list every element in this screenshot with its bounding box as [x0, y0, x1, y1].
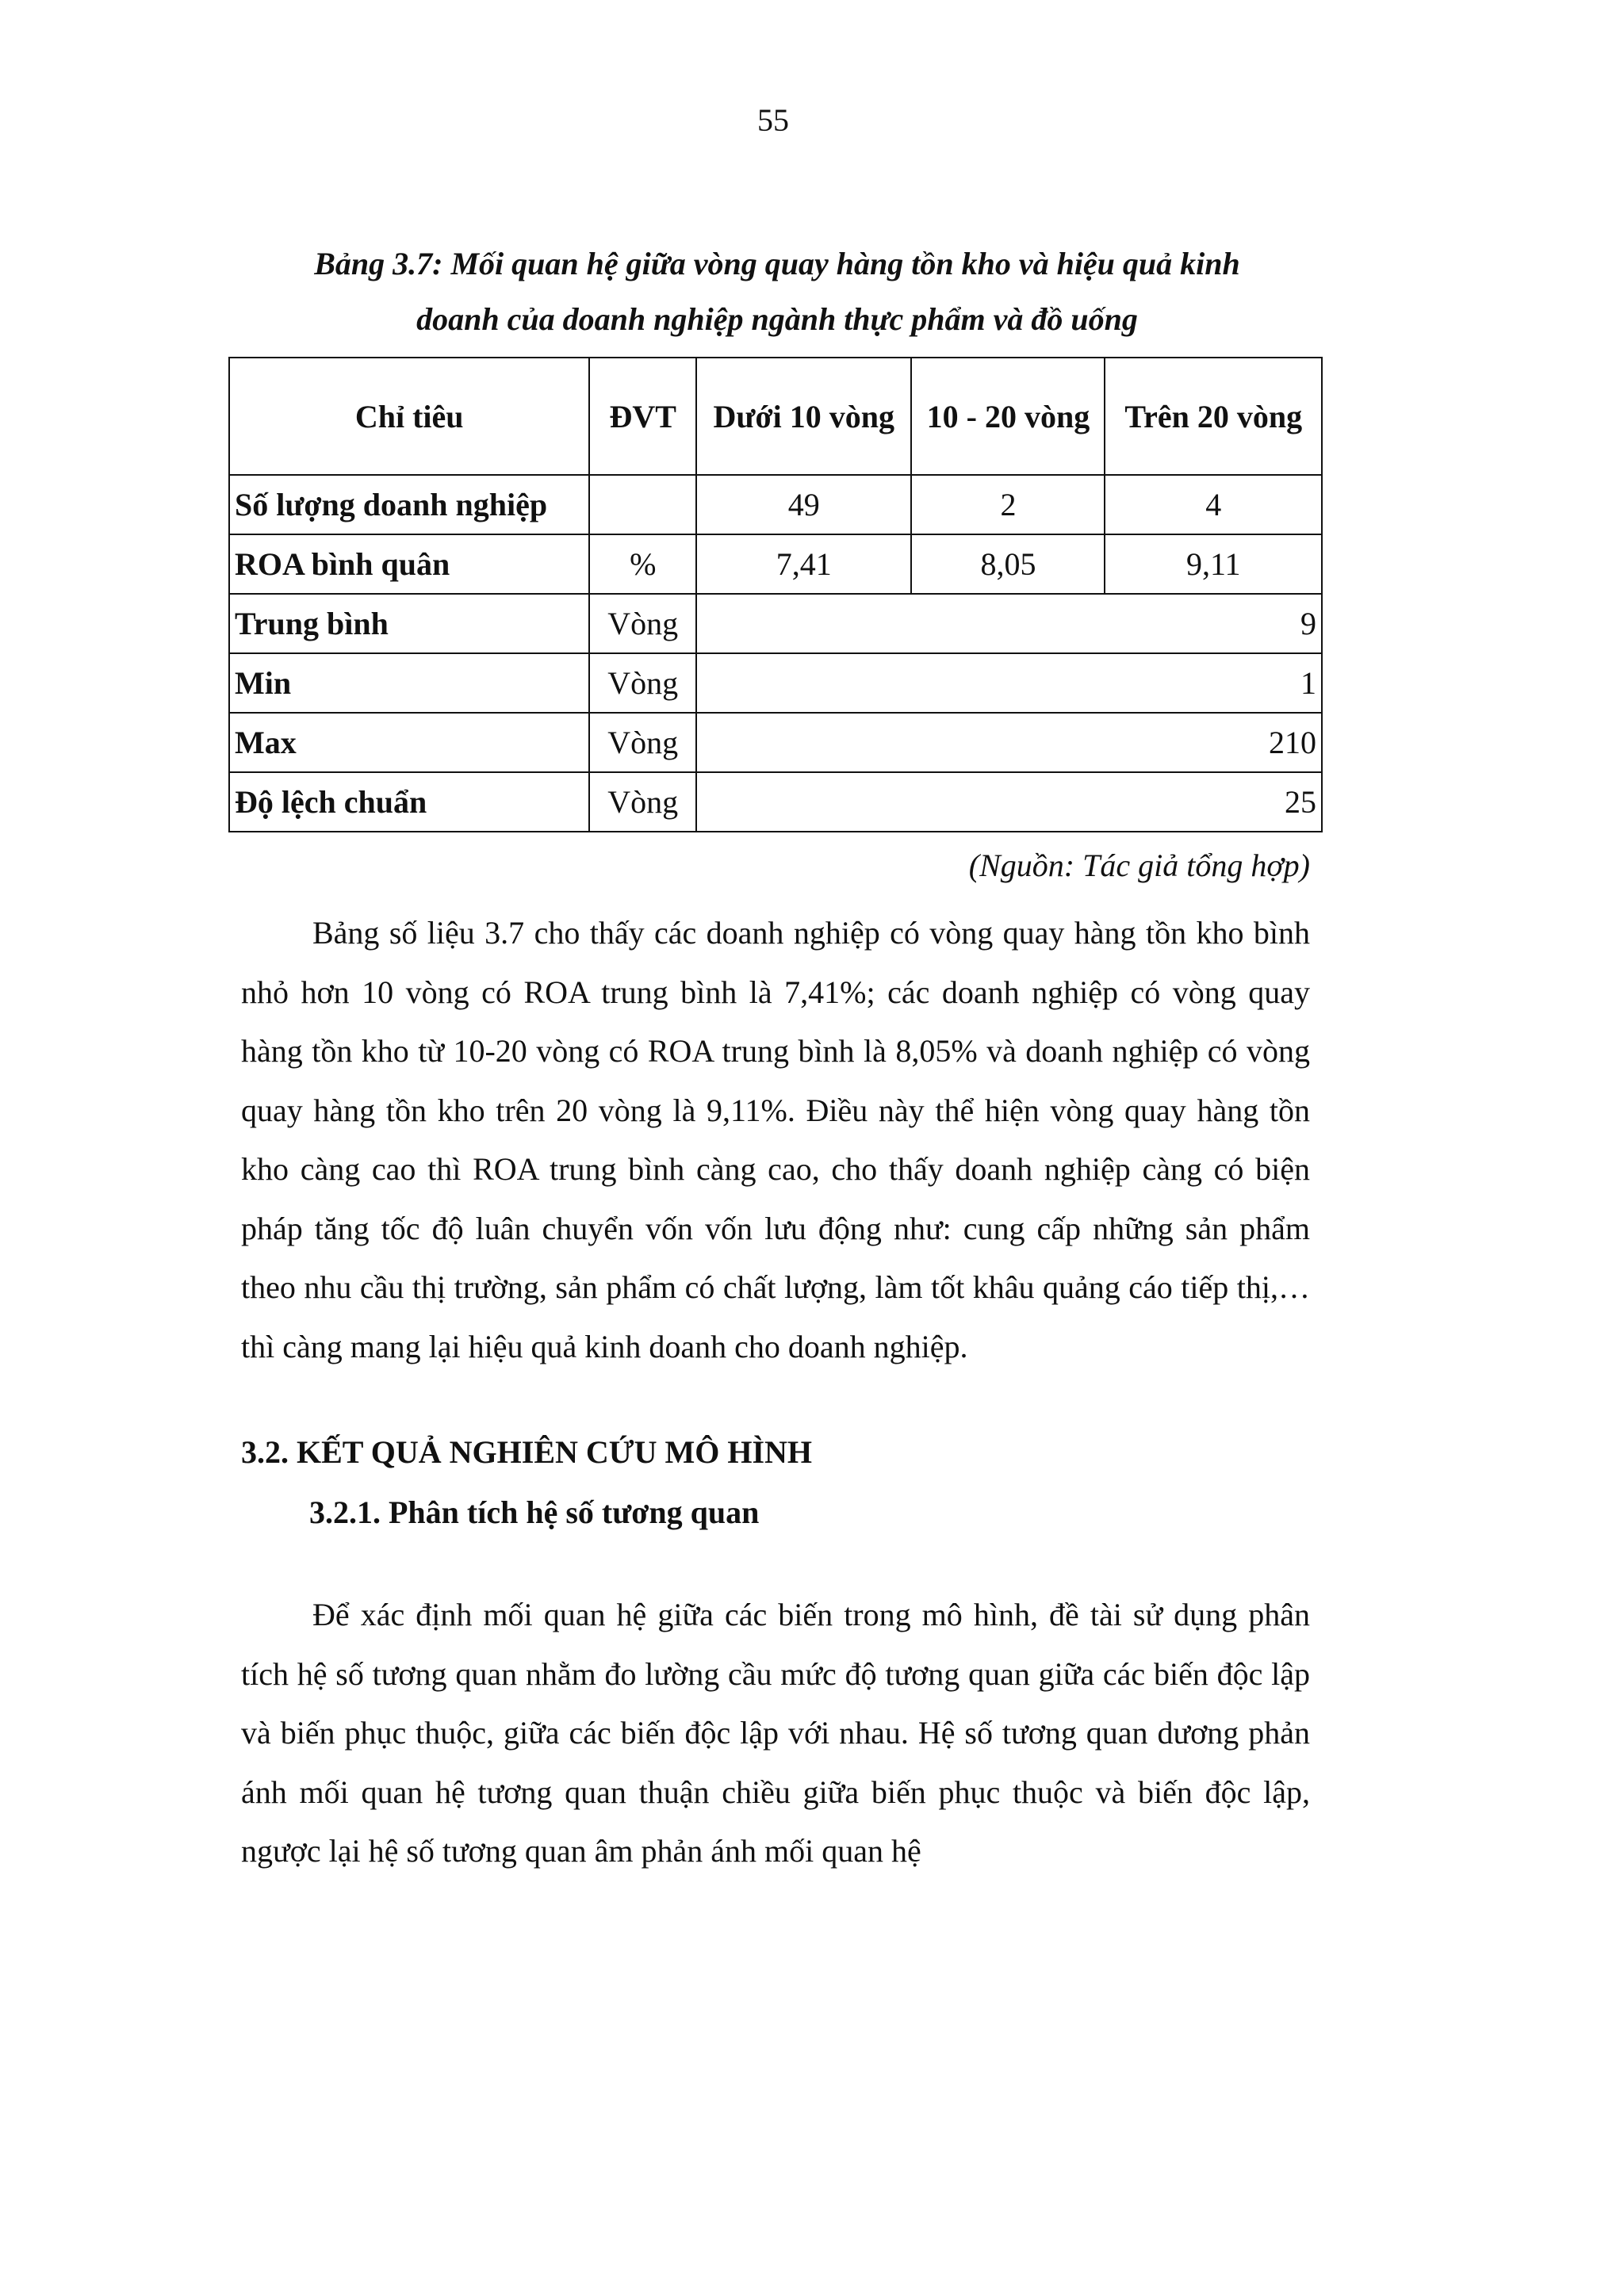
page-number: 55	[757, 102, 789, 138]
table-source-note: (Nguồn: Tác giả tổng hợp)	[968, 848, 1310, 883]
cell-over-20: 9,11	[1105, 534, 1322, 594]
row-unit: Vòng	[589, 653, 696, 713]
row-unit: Vòng	[589, 713, 696, 772]
row-label: Độ lệch chuẩn	[229, 772, 589, 832]
section-heading: 3.2. KẾT QUẢ NGHIÊN CỨU MÔ HÌNH	[241, 1434, 813, 1470]
table-row	[229, 772, 1322, 832]
table-row	[229, 713, 1322, 772]
cell-under-10: 7,41	[696, 534, 911, 594]
table-caption	[230, 236, 1324, 347]
row-label: Số lượng doanh nghiệp	[229, 475, 589, 534]
inventory-roa-table	[228, 357, 1323, 832]
cell-over-20: 4	[1105, 475, 1322, 534]
row-unit: Vòng	[589, 594, 696, 653]
cell-merged-value: 25	[696, 772, 1322, 832]
cell-merged-value: 9	[696, 594, 1322, 653]
row-unit: Vòng	[589, 772, 696, 832]
table-row	[229, 594, 1322, 653]
row-label: ROA bình quân	[229, 534, 589, 594]
row-label: Max	[229, 713, 589, 772]
cell-merged-value: 210	[696, 713, 1322, 772]
body-paragraph-1: Bảng số liệu 3.7 cho thấy các doanh nghiệp có vòng quay hàng tồn kho bình nhỏ hơn 10 vòng có ROA trung bình là 7,41%; các doanh nghiệp có vòng quay hàng tồn kho từ 10-20 vòng có ROA trung bình là 8,05% và doanh nghiệp có vòng quay hàng tồn kho trên 20 vòng là 9,11%. Điều này thể hiện vòng quay hàng tồn kho càng cao thì ROA trung bình càng cao, cho thấy doanh nghiệp càng có biện pháp tăng tốc độ luân chuyển vốn vốn lưu động như: cung cấp những sản phẩm theo nhu cầu thị trường, sản phẩm có chất lượng, làm tốt khâu quảng cáo tiếp thị,…thì càng mang lại hiệu quả kinh doanh cho doanh nghiệp.	[241, 915, 1310, 1364]
cell-under-10: 49	[696, 475, 911, 534]
table-caption-line-1: Bảng 3.7: Mối quan hệ giữa vòng quay hàng tồn kho và hiệu quả kinh	[314, 246, 1240, 281]
table-row	[229, 534, 1322, 594]
row-unit: %	[589, 534, 696, 594]
table-row	[229, 475, 1322, 534]
header-unit: ĐVT	[589, 358, 696, 475]
row-label: Min	[229, 653, 589, 713]
header-over-20: Trên 20 vòng	[1105, 358, 1322, 475]
cell-10-20: 8,05	[911, 534, 1105, 594]
table-row	[229, 653, 1322, 713]
header-10-20: 10 - 20 vòng	[911, 358, 1105, 475]
header-indicator: Chỉ tiêu	[229, 358, 589, 475]
body-paragraph-2: Để xác định mối quan hệ giữa các biến trong mô hình, đề tài sử dụng phân tích hệ số tương quan nhằm đo lường cầu mức độ tương quan giữa các biến độc lập và biến phục thuộc, giữa các biến độc lập với nhau. Hệ số tương quan dương phản ánh mối quan hệ tương quan thuận chiều giữa biến phục thuộc và biến độc lập, ngược lại hệ số tương quan âm phản ánh mối quan hệ	[241, 1597, 1310, 1869]
cell-merged-value: 1	[696, 653, 1322, 713]
table-caption-line-2: doanh của doanh nghiệp ngành thực phẩm và đồ uống	[416, 301, 1138, 337]
cell-10-20: 2	[911, 475, 1105, 534]
subsection-heading: 3.2.1. Phân tích hệ số tương quan	[309, 1494, 760, 1530]
table-header-row	[229, 358, 1322, 475]
row-unit	[589, 475, 696, 534]
row-label: Trung bình	[229, 594, 589, 653]
header-under-10: Dưới 10 vòng	[696, 358, 911, 475]
